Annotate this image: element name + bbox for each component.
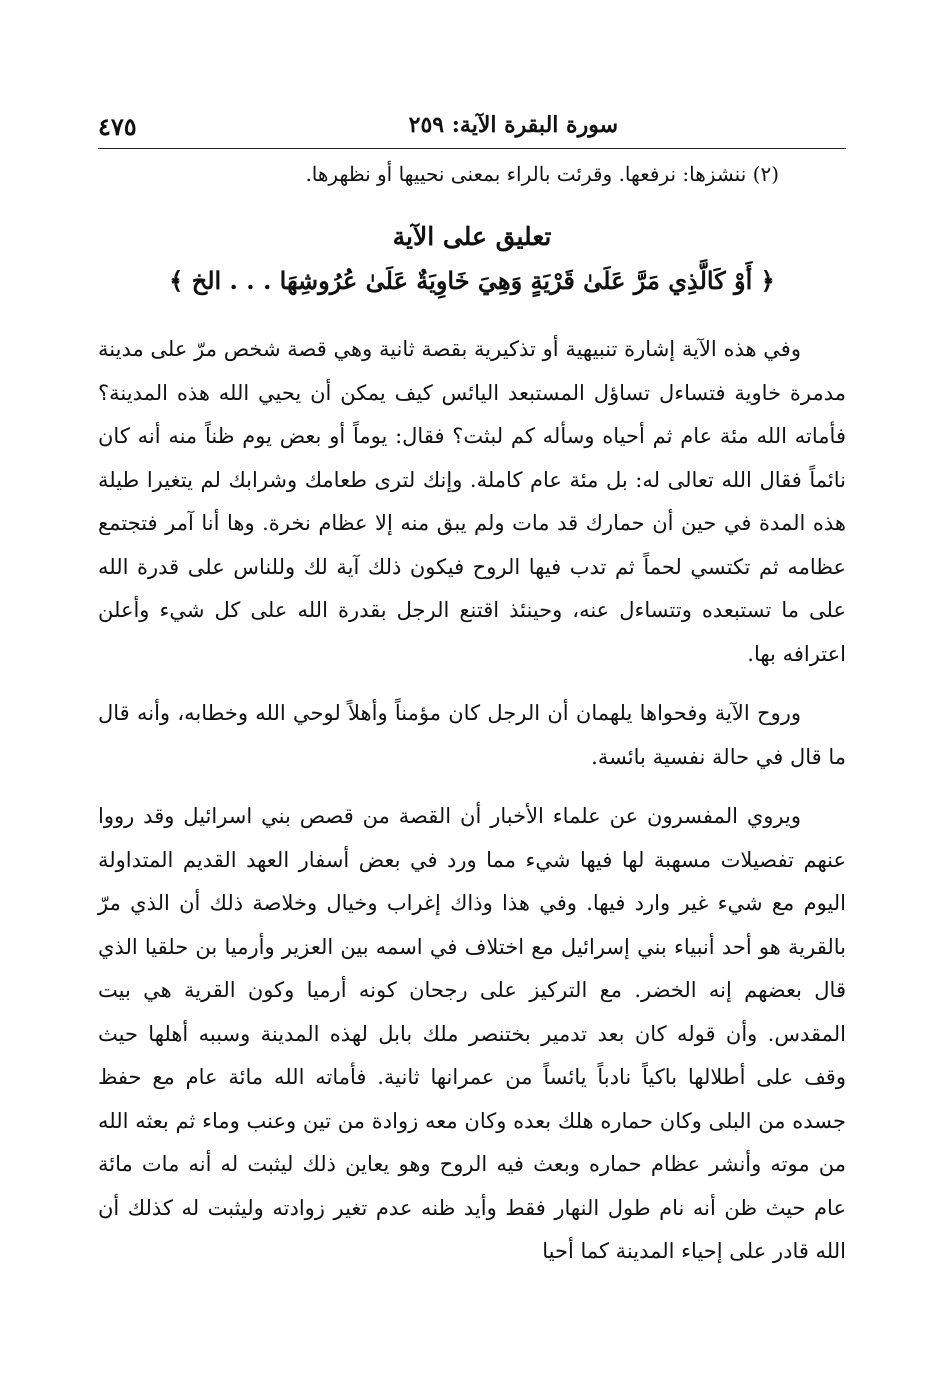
commentary-body (98, 328, 846, 1274)
paragraph: ويروي المفسرون عن علماء الأخبار أن القصة من قصص بني اسرائيل وقد رووا عنهم تفصيلات مسهبة لها فيها شيء مما ورد في بعض أسفار العهد القديم المتداولة اليوم مع شيء غير وارد فيها. وفي هذا وذاك إغراب وخيال وخلاصة ذلك أن الذي مرّ بالقرية هو أحد أنبياء بني إسرائيل مع اختلاف في اسمه بين العزير وأرميا بن حلقيا الذي قال بعضهم إنه الخضر. مع التركيز على رجحان كونه أرميا وكون القرية هي بيت المقدس. وأن قوله كان بعد تدمير بختنصر ملك بابل لهذه المدينة وسببه أهلها حيث وقف على أطلالها باكياً نادباً يائساً من عمرانها ثانية. فأماته الله مائة عام مع حفظ جسده من البلى وكان حماره هلك بعده وكان معه زوادة من تين وعنب وماء ثم بعثه الله من موته وأنشر عظام حماره وبعث فيه الروح وهو يعاين ذلك ليثبت له أنه مات مائة عام حيث ظن أنه نام طول النهار فقط وأيد ظنه عدم تغير زوادته وليثبت له كذلك أن الله قادر على إحياء المدينة كما أحيا (98, 804, 846, 1263)
footnote: (٢) ننشزها: نرفعها. وقرئت بالراء بمعنى نحييها أو نظهرها. (305, 162, 779, 186)
page-number: ٤٧٥ (98, 112, 137, 141)
paragraph: وفي هذه الآية إشارة تنبيهية أو تذكيرية بقصة ثانية وهي قصة شخص مرّ على مدينة مدمرة خاوية فتساءل تساؤل المستبعد اليائس كيف يمكن أن يحيي الله هذه المدينة؟ فأماته الله مئة عام ثم أحياه وسأله كم لبثت؟ فقال: يوماً أو بعض يوم ظناً منه أنه كان نائماً فقال الله تعالى له: بل مئة عام كاملة. وإنك لترى طعامك وشرابك لم يتغيرا طيلة هذه المدة في حين أن حمارك قد مات ولم يبق منه إلا عظام نخرة. وها أنا آمر فتجتمع عظامه ثم تكتسي لحماً ثم تدب فيها الروح فيكون ذلك آية لك وللناس على قدرة الله على ما تستبعده وتتساءل عنه، وحينئذ اقتنع الرجل بقدرة الله على كل شيء وأعلن اعترافه بها. (98, 337, 846, 666)
paragraph: وروح الآية وفحواها يلهمان أن الرجل كان مؤمناً وأهلاً لوحي الله وخطابه، وأنه قال ما قال في حالة نفسية بائسة. (98, 701, 846, 769)
running-header (98, 108, 846, 149)
sura-reference: سورة البقرة الآية: ٢٥٩ (408, 112, 618, 138)
section-title: تعليق على الآية (392, 222, 552, 251)
quran-verse: ﴿ أَوْ كَالَّذِي مَرَّ عَلَىٰ قَرْيَةٍ وَهِيَ خَاوِيَةٌ عَلَىٰ عُرُوشِهَا . . . الخ ﴾ (169, 266, 775, 295)
